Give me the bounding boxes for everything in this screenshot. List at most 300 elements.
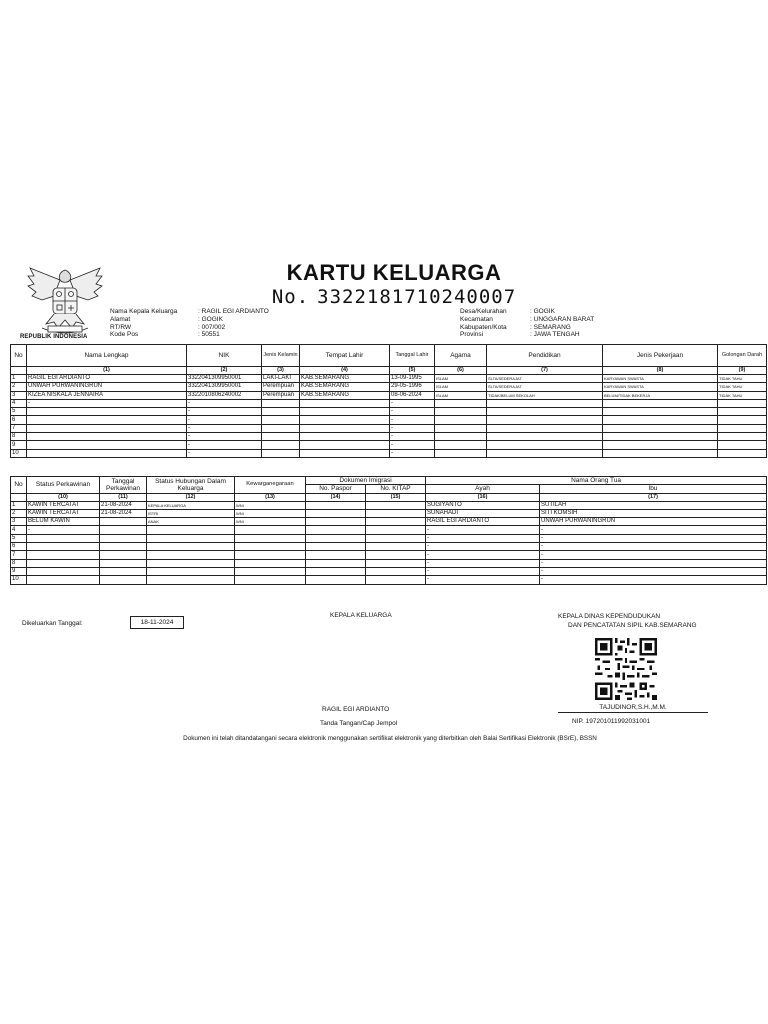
table-cell xyxy=(147,576,235,584)
col-header: No. Paspor xyxy=(306,485,366,493)
col-number: (14) xyxy=(306,493,366,501)
head-of-family-name: RAGIL EGI ARDIANTO xyxy=(322,706,390,713)
row-number: 9 xyxy=(11,567,27,575)
table-cell: SUTILAH xyxy=(540,501,767,509)
table-cell: - xyxy=(187,408,262,416)
table-cell xyxy=(100,534,147,542)
document-title: KARTU KELUARGA xyxy=(286,260,502,285)
table-cell xyxy=(435,416,487,424)
table-cell xyxy=(235,567,306,575)
table-row xyxy=(11,441,767,449)
table-cell: TIDAK TAHU xyxy=(718,375,767,383)
table-cell xyxy=(306,509,366,517)
table-cell xyxy=(603,441,718,449)
col-header: NIK xyxy=(187,345,262,367)
table-cell xyxy=(27,449,187,457)
col-header: Pendidikan xyxy=(487,345,603,367)
table-cell: - xyxy=(27,526,100,534)
table-cell xyxy=(27,559,100,567)
row-number: 2 xyxy=(11,383,27,391)
row-number: 7 xyxy=(11,424,27,432)
table-cell: - xyxy=(390,399,435,407)
table-cell xyxy=(262,441,300,449)
table-cell: KARYAWAN SWASTA xyxy=(603,375,718,383)
table-cell: RAGIL EGI ARDIANTO xyxy=(426,518,540,526)
table-cell: SUGIYANTO xyxy=(426,501,540,509)
table-cell xyxy=(718,416,767,424)
table-cell xyxy=(300,416,390,424)
row-number: 10 xyxy=(11,576,27,584)
document-number xyxy=(10,286,768,308)
table-cell xyxy=(306,567,366,575)
info-row xyxy=(460,316,594,324)
col-header: Dokumen Imigrasi xyxy=(306,477,426,485)
table-cell: TIDAK/BELUM SEKOLAH xyxy=(487,391,603,399)
table-cell xyxy=(435,424,487,432)
col-header: Jenis Pekerjaan xyxy=(603,345,718,367)
table-cell xyxy=(235,559,306,567)
table-cell: - xyxy=(540,543,767,551)
table-cell xyxy=(487,399,603,407)
table-cell xyxy=(100,518,147,526)
col-header: No xyxy=(11,345,27,367)
table-cell xyxy=(262,449,300,457)
table-cell: - xyxy=(390,441,435,449)
table-cell xyxy=(306,576,366,584)
table-row xyxy=(11,501,767,509)
col-header: Tanggal Lahir xyxy=(390,345,435,367)
table-cell xyxy=(262,408,300,416)
table-cell: ISLAM xyxy=(435,375,487,383)
table-cell xyxy=(366,551,426,559)
document-number-value: 3322181710240007 xyxy=(317,286,517,308)
table-cell xyxy=(487,441,603,449)
table-cell xyxy=(603,408,718,416)
table-cell xyxy=(27,567,100,575)
col-number: (7) xyxy=(487,367,603,375)
info-key: Desa/Kelurahan xyxy=(460,308,507,315)
table-cell: 13-09-1995 xyxy=(390,375,435,383)
table-cell xyxy=(27,416,187,424)
table-cell xyxy=(366,501,426,509)
table-cell xyxy=(100,576,147,584)
column-number-row xyxy=(11,367,767,375)
table-cell: - xyxy=(426,534,540,542)
info-row xyxy=(110,324,269,332)
table-cell: - xyxy=(390,424,435,432)
table-cell: - xyxy=(390,408,435,416)
row-number: 5 xyxy=(11,408,27,416)
table-cell: TIDAK TAHU xyxy=(718,391,767,399)
info-value: : RAGIL EGI ARDIANTO xyxy=(198,308,269,316)
table-cell: - xyxy=(390,433,435,441)
info-value: : UNGGARAN BARAT xyxy=(530,316,594,324)
table-cell xyxy=(306,526,366,534)
table-cell xyxy=(366,576,426,584)
table-header-row xyxy=(11,345,767,367)
info-key: RT/RW xyxy=(110,323,132,331)
table-cell xyxy=(300,449,390,457)
table-cell xyxy=(262,416,300,424)
agency-title-line-1: KEPALA DINAS KEPENDUDUKAN xyxy=(558,613,661,620)
table-cell xyxy=(27,534,100,542)
table-cell: - xyxy=(540,576,767,584)
family-members-table xyxy=(10,344,767,458)
table-cell: WNI xyxy=(235,518,306,526)
table-cell: - xyxy=(540,526,767,534)
table-cell xyxy=(235,534,306,542)
info-value: : JAWA TENGAH xyxy=(530,331,580,339)
table-cell: 29-05-1996 xyxy=(390,383,435,391)
table-cell xyxy=(487,433,603,441)
row-number: 7 xyxy=(11,551,27,559)
table-cell xyxy=(603,416,718,424)
table-cell xyxy=(306,534,366,542)
table-row xyxy=(11,399,767,407)
col-header: Status Hubungan Dalam Keluarga xyxy=(147,477,235,494)
table-cell: KAWIN TERCATAT xyxy=(27,509,100,517)
table-cell xyxy=(435,449,487,457)
row-number: 8 xyxy=(11,559,27,567)
table-cell xyxy=(235,526,306,534)
table-cell: - xyxy=(540,559,767,567)
table-cell xyxy=(603,399,718,407)
table-cell: UNWAH PURWANINGRUN xyxy=(27,383,187,391)
document-number-label: No. xyxy=(271,286,310,308)
table-cell: 08-06-2024 xyxy=(390,391,435,399)
info-value: : 50551 xyxy=(198,331,220,339)
issued-date: 18-11-2024 xyxy=(130,616,184,629)
table-row xyxy=(11,576,767,584)
col-number: (16) xyxy=(426,493,540,501)
table-cell: - xyxy=(426,526,540,534)
table-cell xyxy=(100,567,147,575)
row-number: 6 xyxy=(11,543,27,551)
table-cell xyxy=(27,543,100,551)
table-cell: - xyxy=(390,416,435,424)
table-row xyxy=(11,543,767,551)
emblem-caption: REPUBLIK INDONESIA xyxy=(20,334,88,340)
col-header: Kewarganegaraan xyxy=(235,477,306,494)
col-number: (6) xyxy=(435,367,487,375)
table-cell xyxy=(306,518,366,526)
table-cell xyxy=(235,543,306,551)
table-cell: SLTA/SEDERAJAT xyxy=(487,383,603,391)
col-number: (8) xyxy=(603,367,718,375)
row-number: 1 xyxy=(11,375,27,383)
table-cell xyxy=(235,551,306,559)
table-row xyxy=(11,534,767,542)
table-cell xyxy=(262,424,300,432)
col-header: Nama Orang Tua xyxy=(426,477,767,485)
table-row xyxy=(11,551,767,559)
info-key: Provinsi xyxy=(460,331,484,339)
col-number: (12) xyxy=(147,493,235,501)
table-cell: TIDAK TAHU xyxy=(718,383,767,391)
table-cell xyxy=(366,509,426,517)
table-row xyxy=(11,424,767,432)
col-number: (10) xyxy=(27,493,100,501)
table-cell xyxy=(27,408,187,416)
table-cell xyxy=(300,408,390,416)
table-cell: - xyxy=(187,449,262,457)
col-header: No xyxy=(11,477,27,494)
table-cell xyxy=(435,441,487,449)
table-cell xyxy=(147,526,235,534)
col-number xyxy=(11,367,27,375)
row-number: 1 xyxy=(11,501,27,509)
table-cell: - xyxy=(426,576,540,584)
info-key: Kode Pos xyxy=(110,331,139,339)
table-row xyxy=(11,433,767,441)
col-number: (3) xyxy=(262,367,300,375)
table-cell xyxy=(306,543,366,551)
table-cell: BELUM/TIDAK BEKERJA xyxy=(603,391,718,399)
table-cell xyxy=(147,567,235,575)
table-cell: - xyxy=(426,559,540,567)
table-cell xyxy=(27,551,100,559)
table-cell: ANAK xyxy=(147,518,235,526)
table-row xyxy=(11,449,767,457)
household-info-right xyxy=(460,308,594,339)
table-cell: KAB.SEMARANG xyxy=(300,391,390,399)
table-cell xyxy=(718,399,767,407)
table-row xyxy=(11,391,767,399)
col-header: Jenis Kelamin xyxy=(262,345,300,367)
table-cell xyxy=(262,433,300,441)
table-cell: KEPALA KELUARGA xyxy=(147,501,235,509)
row-number: 5 xyxy=(11,534,27,542)
table-row xyxy=(11,408,767,416)
table-row xyxy=(11,416,767,424)
table-cell xyxy=(100,559,147,567)
info-row xyxy=(110,316,269,324)
column-number-row xyxy=(11,493,767,501)
table-cell: - xyxy=(187,416,262,424)
table-cell xyxy=(147,543,235,551)
row-number: 8 xyxy=(11,433,27,441)
row-number: 4 xyxy=(11,399,27,407)
table-cell: SITI KOMSIH xyxy=(540,509,767,517)
col-number: (5) xyxy=(390,367,435,375)
table-cell xyxy=(487,408,603,416)
table-row xyxy=(11,518,767,526)
info-value: : GOGIK xyxy=(530,308,555,316)
table-cell: Perempuan xyxy=(262,383,300,391)
table-cell: ISLAM xyxy=(435,391,487,399)
table-cell xyxy=(366,543,426,551)
table-cell: SUNAHADI xyxy=(426,509,540,517)
row-number: 6 xyxy=(11,416,27,424)
table-cell: KARYAWAN SWASTA xyxy=(603,383,718,391)
row-number: 4 xyxy=(11,526,27,534)
col-number: (17) xyxy=(540,493,767,501)
table-cell: - xyxy=(187,441,262,449)
table-cell xyxy=(718,449,767,457)
table-cell: UNWAH PURWANINGRUN xyxy=(540,518,767,526)
table-row xyxy=(11,383,767,391)
table-cell xyxy=(603,424,718,432)
info-key: Nama Kepala Keluarga xyxy=(110,308,178,315)
table-cell xyxy=(306,501,366,509)
table-cell: - xyxy=(426,551,540,559)
col-number: (11) xyxy=(100,493,147,501)
family-members-body xyxy=(11,375,767,458)
table-cell xyxy=(27,433,187,441)
table-cell xyxy=(300,424,390,432)
table-cell: - xyxy=(426,567,540,575)
table-cell xyxy=(487,416,603,424)
table-cell: - xyxy=(187,433,262,441)
table-cell xyxy=(147,559,235,567)
table-cell: KAB.SEMARANG xyxy=(300,375,390,383)
info-row xyxy=(110,308,269,316)
family-status-body xyxy=(11,501,767,584)
table-row xyxy=(11,567,767,575)
col-number: (9) xyxy=(718,367,767,375)
table-cell xyxy=(300,399,390,407)
table-cell xyxy=(366,559,426,567)
table-cell: Perempuan xyxy=(262,391,300,399)
table-cell xyxy=(603,433,718,441)
table-cell: WNI xyxy=(235,509,306,517)
col-header: Tempat Lahir xyxy=(300,345,390,367)
family-status-table xyxy=(10,476,767,585)
table-cell xyxy=(300,441,390,449)
table-cell: ISLAM xyxy=(435,383,487,391)
table-cell: 3322010806240002 xyxy=(187,391,262,399)
official-nip: NIP. 197201011992031001 xyxy=(572,718,651,725)
table-cell xyxy=(435,433,487,441)
table-cell xyxy=(27,576,100,584)
agency-title-line-2: DAN PENCATATAN SIPIL KAB.SEMARANG xyxy=(568,622,697,629)
info-row xyxy=(460,331,594,339)
row-number: 3 xyxy=(11,391,27,399)
table-cell xyxy=(100,543,147,551)
table-cell xyxy=(718,433,767,441)
table-cell xyxy=(147,551,235,559)
table-cell xyxy=(100,526,147,534)
table-cell xyxy=(27,424,187,432)
table-cell: SLTA/SEDERAJAT xyxy=(487,375,603,383)
info-row xyxy=(460,324,594,332)
col-header: No. KITAP xyxy=(366,485,426,493)
table-cell: KIZEA NISKALA JENNAIRA xyxy=(27,391,187,399)
table-cell xyxy=(27,441,187,449)
table-cell: 21-08-2024 xyxy=(100,501,147,509)
table-cell xyxy=(306,551,366,559)
table-cell: WNI xyxy=(235,501,306,509)
info-value: : GOGIK xyxy=(198,316,223,324)
col-number: (15) xyxy=(366,493,426,501)
table-cell: - xyxy=(540,551,767,559)
col-header: Ayah xyxy=(426,485,540,493)
info-key: Kabupaten/Kota xyxy=(460,323,507,331)
issued-label: Dikeluarkan Tanggal: xyxy=(22,620,83,627)
table-cell: KAB.SEMARANG xyxy=(300,383,390,391)
head-of-family-label: KEPALA KELUARGA xyxy=(330,612,392,619)
table-cell xyxy=(435,408,487,416)
table-cell xyxy=(366,534,426,542)
table-cell: - xyxy=(426,543,540,551)
info-value: : SEMARANG xyxy=(530,324,571,332)
info-value: : 007/002 xyxy=(198,324,225,332)
table-row xyxy=(11,375,767,383)
table-cell: BELUM KAWIN xyxy=(27,518,100,526)
col-header: Ibu xyxy=(540,485,767,493)
table-cell xyxy=(235,576,306,584)
table-cell xyxy=(366,567,426,575)
table-cell: 3322041309950001 xyxy=(187,375,262,383)
col-header: Nama Lengkap xyxy=(27,345,187,367)
table-cell: KAWIN TERCATAT xyxy=(27,501,100,509)
table-cell xyxy=(100,551,147,559)
table-cell xyxy=(262,399,300,407)
col-number xyxy=(11,493,27,501)
table-row xyxy=(11,526,767,534)
table-cell xyxy=(718,424,767,432)
table-header-row xyxy=(11,477,767,485)
row-number: 2 xyxy=(11,509,27,517)
table-cell: RAGIL EGI ARDIANTO xyxy=(27,375,187,383)
table-cell: - xyxy=(540,534,767,542)
table-cell xyxy=(487,449,603,457)
table-cell: - xyxy=(27,399,187,407)
col-number: (1) xyxy=(27,367,187,375)
table-cell: 21-08-2024 xyxy=(100,509,147,517)
table-cell xyxy=(603,449,718,457)
table-cell xyxy=(366,526,426,534)
table-cell xyxy=(718,441,767,449)
col-header: Status Perkawinan xyxy=(27,477,100,494)
info-row xyxy=(460,308,594,316)
table-cell xyxy=(435,399,487,407)
table-cell xyxy=(718,408,767,416)
table-cell: LAKI-LAKI xyxy=(262,375,300,383)
table-cell xyxy=(300,433,390,441)
signature-label: Tanda Tangan/Cap Jempol xyxy=(320,720,398,727)
col-header: Golongan Darah xyxy=(718,345,767,367)
table-cell: ISTRI xyxy=(147,509,235,517)
row-number: 3 xyxy=(11,518,27,526)
table-row xyxy=(11,559,767,567)
row-number: 10 xyxy=(11,449,27,457)
row-number: 9 xyxy=(11,441,27,449)
col-number: (13) xyxy=(235,493,306,501)
official-name: TAJUDINOR,S.H.,M.M. xyxy=(558,704,708,713)
col-number: (4) xyxy=(300,367,390,375)
col-header: Tanggal Perkawinan xyxy=(100,477,147,494)
table-cell xyxy=(487,424,603,432)
agency-title xyxy=(558,612,697,630)
info-key: Alamat xyxy=(110,315,131,323)
e-signature-disclaimer: Dokumen ini telah ditandatangani secara elektronik menggunakan sertifikat elektronik yang diterbitkan oleh Balai Sertifikasi Elektronik (BSrE), BSSN xyxy=(183,735,597,742)
table-row xyxy=(11,509,767,517)
info-key: Kecamatan xyxy=(460,315,493,323)
col-header: Agama xyxy=(435,345,487,367)
qr-code-icon xyxy=(595,638,657,700)
table-cell: - xyxy=(390,449,435,457)
table-cell xyxy=(366,518,426,526)
table-cell: 3322041309950001 xyxy=(187,383,262,391)
col-number: (2) xyxy=(187,367,262,375)
table-cell: - xyxy=(187,424,262,432)
table-cell: - xyxy=(540,567,767,575)
table-cell: - xyxy=(187,399,262,407)
info-row xyxy=(110,331,269,339)
table-cell xyxy=(306,559,366,567)
household-info-left xyxy=(110,308,269,339)
